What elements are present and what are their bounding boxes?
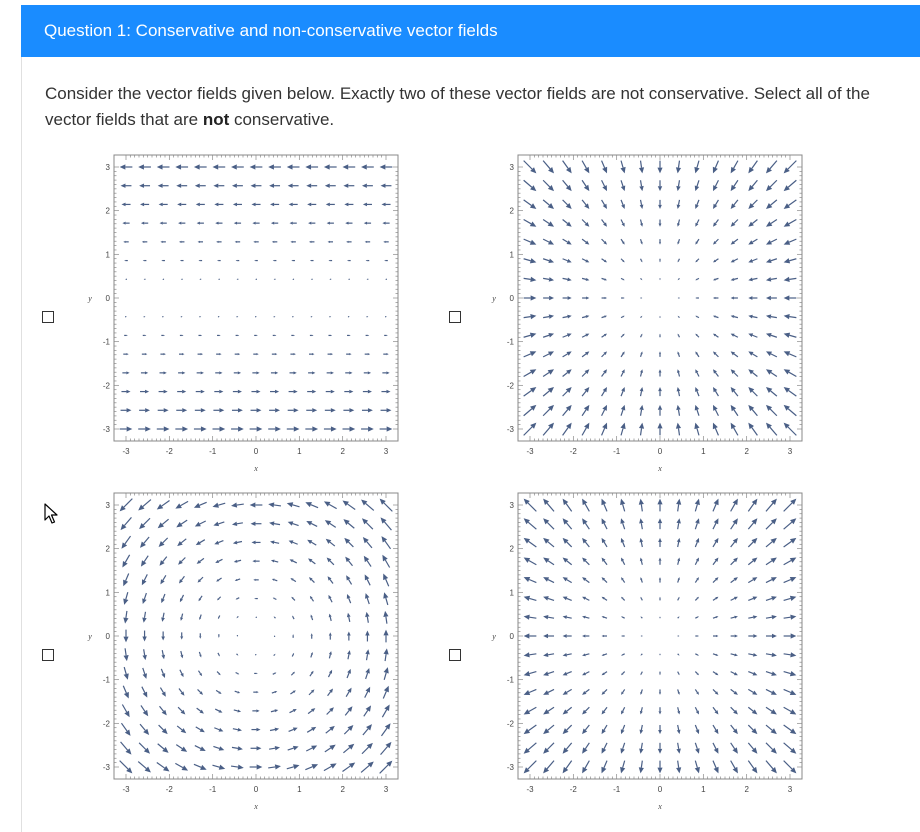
x-tick-label: 0 [253,447,259,456]
x-tick-label: -1 [613,785,621,794]
vector-arrow-shaft [678,617,679,618]
y-tick-label: 1 [509,588,514,598]
x-tick-label: -1 [613,447,621,456]
y-tick-label: 2 [105,206,110,216]
y-tick-label: 3 [509,501,514,510]
y-tick-label: 3 [509,163,514,172]
x-tick-label: 1 [297,785,302,794]
option-b-checkbox[interactable] [449,311,461,323]
pointer-arrow-icon [44,503,60,530]
x-tick-label: 3 [383,785,389,794]
x-tick-label: 0 [657,447,663,456]
question-prompt: Consider the vector fields given below. Exactly two of these vector fields are not conservative. Select all of the vector fields that are not conservative. [45,84,870,129]
x-tick-label: 2 [340,785,345,794]
x-tick-label: -3 [526,447,534,456]
vector-field-plot-a [80,150,410,480]
x-tick-label: 3 [787,785,793,794]
y-tick-label: -3 [102,763,110,772]
vector-field-plot-b [484,150,814,480]
x-tick-label: 3 [383,447,389,456]
x-tick-label: 0 [657,785,663,794]
y-axis-label: y [88,294,92,303]
y-tick-label: 1 [105,250,110,260]
vector-arrow-shaft [678,278,679,279]
y-tick-label: 3 [105,501,110,510]
y-tick-label: -2 [506,719,514,729]
y-axis-label: y [492,294,496,303]
x-tick-label: -1 [209,447,217,456]
vector-arrow-shaft [641,278,642,279]
vector-arrow-shaft [641,654,642,655]
x-tick-label: -1 [209,785,217,794]
y-tick-label: -1 [102,337,110,347]
x-tick-label: -2 [165,785,173,794]
plot-frame [518,155,802,441]
x-tick-label: 1 [701,785,706,794]
x-tick-label: 2 [744,785,749,794]
x-tick-label: 1 [297,447,302,456]
vector-arrow-shaft [641,317,642,318]
vector-arrow-shaft [678,654,679,655]
option-c-checkbox[interactable] [42,649,54,661]
vector-arrow-shaft [237,654,238,655]
y-tick-label: 2 [509,544,514,554]
y-axis-label: y [88,632,92,641]
y-tick-label: 2 [105,544,110,554]
question-title: Question 1: Conservative and non-conservative vector fields [44,21,498,40]
option-d-checkbox[interactable] [449,649,461,661]
y-tick-label: -2 [506,381,514,391]
vector-arrow-shaft [274,655,275,656]
x-tick-label: 0 [253,785,259,794]
y-tick-label: -3 [102,425,110,434]
x-axis-label: x [254,464,258,473]
y-tick-label: 0 [105,632,110,641]
y-tick-label: 0 [105,294,110,303]
y-tick-label: -1 [506,675,514,685]
vector-arrow-shaft [678,317,679,318]
x-axis-label: x [658,802,662,811]
question-header [21,5,920,57]
y-tick-label: -2 [102,719,110,729]
y-tick-label: -3 [506,763,514,772]
y-tick-label: 1 [105,588,110,598]
y-tick-label: -2 [102,381,110,391]
y-axis-label: y [492,632,496,641]
y-tick-label: 1 [509,250,514,260]
vector-field-plot-c [80,488,410,818]
x-tick-label: -2 [569,785,577,794]
y-tick-label: -1 [506,337,514,347]
x-tick-label: -3 [122,785,130,794]
x-tick-label: 2 [340,447,345,456]
vector-arrow-shaft [274,617,275,618]
y-tick-label: 0 [509,294,514,303]
plot-frame [518,493,802,779]
vector-field-plot-d [484,488,814,818]
vector-arrow-shaft [641,617,642,618]
x-tick-label: 2 [744,447,749,456]
plot-frame [114,155,398,441]
x-tick-label: 3 [787,447,793,456]
plot-frame [114,493,398,779]
vector-arrow-shaft [237,616,238,617]
x-axis-label: x [658,464,662,473]
x-tick-label: -2 [165,447,173,456]
y-tick-label: 3 [105,163,110,172]
y-tick-label: -3 [506,425,514,434]
x-tick-label: -2 [569,447,577,456]
x-tick-label: -3 [526,785,534,794]
y-tick-label: 0 [509,632,514,641]
y-tick-label: -1 [102,675,110,685]
x-axis-label: x [254,802,258,811]
x-tick-label: -3 [122,447,130,456]
option-a-checkbox[interactable] [42,311,54,323]
y-tick-label: 2 [509,206,514,216]
x-tick-label: 1 [701,447,706,456]
